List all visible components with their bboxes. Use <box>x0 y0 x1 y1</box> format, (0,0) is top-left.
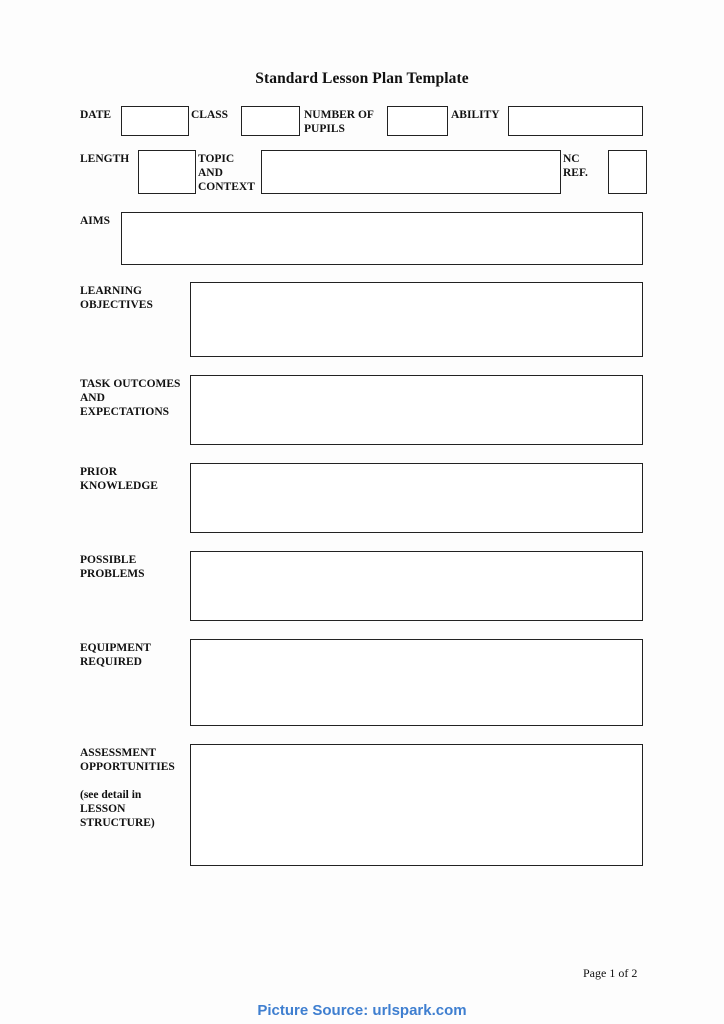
equipment-required-field[interactable] <box>190 639 643 726</box>
number-of-pupils-field[interactable] <box>387 106 448 136</box>
ability-field[interactable] <box>508 106 643 136</box>
page-title: Standard Lesson Plan Template <box>255 70 469 87</box>
topic-and-context-field[interactable] <box>261 150 561 194</box>
page-number: Page 1 of 2 <box>583 966 638 980</box>
date-label: DATE <box>80 109 112 121</box>
date-field[interactable] <box>121 106 189 136</box>
picture-source-watermark: Picture Source: urlspark.com <box>257 1002 467 1019</box>
possible-problems-field[interactable] <box>190 551 643 621</box>
number-of-pupils-label: NUMBER OF PUPILS <box>304 109 374 135</box>
learning-objectives-label: LEARNING OBJECTIVES <box>80 285 153 311</box>
length-field[interactable] <box>138 150 196 194</box>
nc-ref-field[interactable] <box>608 150 647 194</box>
learning-objectives-field[interactable] <box>190 282 643 357</box>
nc-ref-label: NC REF. <box>563 153 588 179</box>
ability-label: ABILITY <box>451 109 500 121</box>
prior-knowledge-field[interactable] <box>190 463 643 533</box>
assessment-opportunities-label: ASSESSMENT OPPORTUNITIES (see detail in LESSON STRUCTURE) <box>80 747 175 829</box>
length-label: LENGTH <box>80 153 130 165</box>
possible-problems-label: POSSIBLE PROBLEMS <box>80 554 145 580</box>
aims-label: AIMS <box>80 215 111 227</box>
topic-and-context-label: TOPIC AND CONTEXT <box>198 153 255 193</box>
prior-knowledge-label: PRIOR KNOWLEDGE <box>80 466 158 492</box>
task-outcomes-label: TASK OUTCOMES AND EXPECTATIONS <box>80 378 181 418</box>
class-field[interactable] <box>241 106 300 136</box>
equipment-required-label: EQUIPMENT REQUIRED <box>80 642 151 668</box>
class-label: CLASS <box>191 109 229 121</box>
task-outcomes-field[interactable] <box>190 375 643 445</box>
aims-field[interactable] <box>121 212 643 265</box>
assessment-opportunities-field[interactable] <box>190 744 643 866</box>
